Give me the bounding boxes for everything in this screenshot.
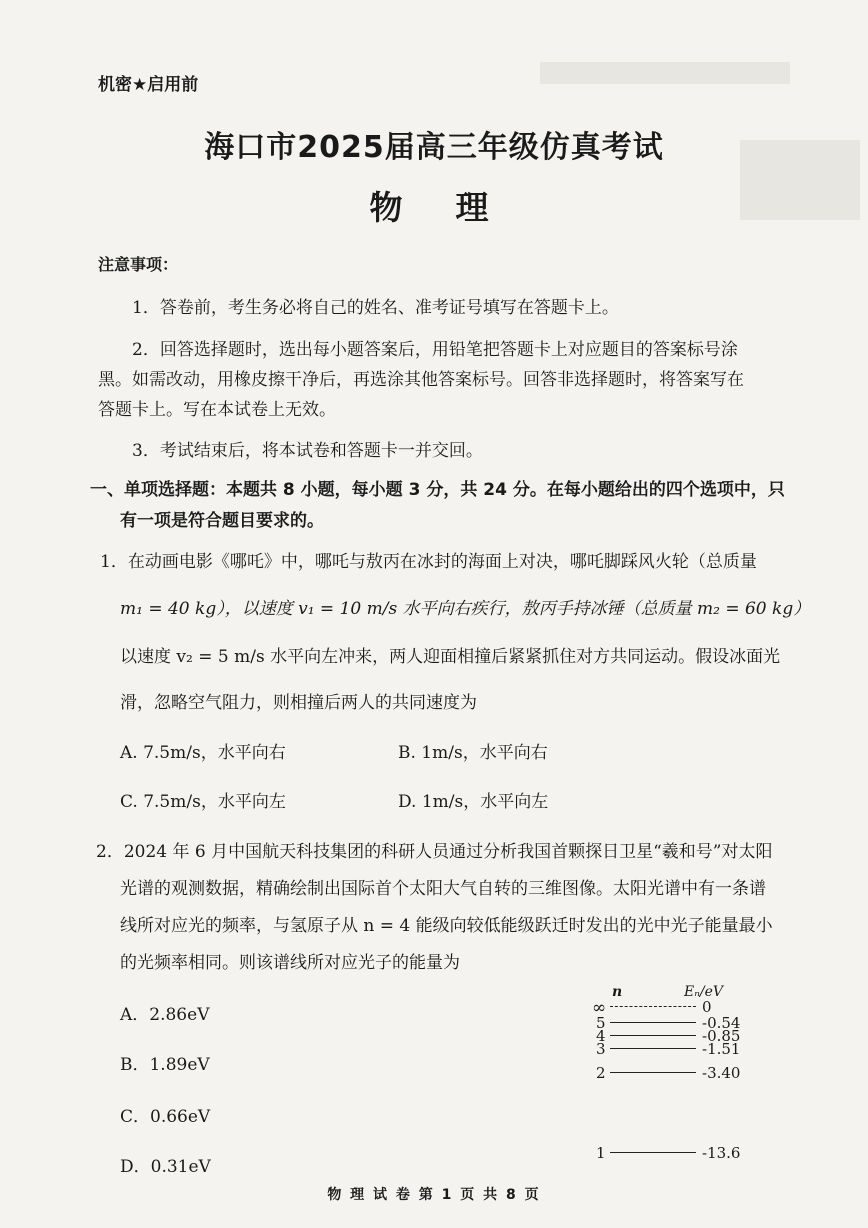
q2-stem-line: 2．2024 年 6 月中国航天科技集团的科研人员通过分析我国首颗探日卫星“羲和号”对太阳 bbox=[96, 842, 773, 862]
page-footer: 物 理 试 卷 第 1 页 共 8 页 bbox=[327, 1187, 541, 1203]
q1-option-b: B. 1m/s，水平向右 bbox=[398, 743, 548, 763]
notice-item: 3．考试结束后，将本试卷和答题卡一并交回。 bbox=[132, 441, 483, 461]
energy-level-line bbox=[610, 1006, 696, 1007]
n-axis-label: n bbox=[612, 984, 623, 1000]
q2-stem-line: 光谱的观测数据，精确绘制出国际首个太阳大气自转的三维图像。太阳光谱中有一条谱 bbox=[120, 879, 766, 899]
q2-stem-line: 的光频率相同。则该谱线所对应光子的能量为 bbox=[120, 953, 460, 973]
energy-level-line bbox=[610, 1022, 696, 1023]
notice-item: 答题卡上。写在本试卷上无效。 bbox=[98, 400, 336, 420]
q2-option-c: C．0.66eV bbox=[120, 1107, 211, 1127]
confidential-label: 机密★启用前 bbox=[98, 75, 199, 95]
q2-option-d: D．0.31eV bbox=[120, 1157, 211, 1177]
section-heading: 一、单项选择题：本题共 8 小题，每小题 3 分，共 24 分。在每小题给出的四个选项中，只 bbox=[90, 480, 785, 500]
energy-level-value: -13.6 bbox=[702, 1144, 741, 1162]
energy-level-value: 0 bbox=[702, 998, 712, 1016]
energy-level-n: ∞ bbox=[592, 998, 607, 1018]
energy-axis-label: Eₙ/eV bbox=[684, 984, 724, 1000]
notice-item: 2．回答选择题时，选出每小题答案后，用铅笔把答题卡上对应题目的答案标号涂 bbox=[132, 340, 738, 360]
notice-heading: 注意事项： bbox=[98, 255, 179, 274]
energy-level-n: 3 bbox=[596, 1040, 606, 1058]
section-heading-cont: 有一项是符合题目要求的。 bbox=[120, 511, 324, 531]
energy-level-value: -0.54 bbox=[702, 1014, 741, 1032]
energy-level-value: -1.51 bbox=[702, 1040, 741, 1058]
q1-option-a: A. 7.5m/s，水平向右 bbox=[120, 743, 286, 763]
q1-stem-line: 滑，忽略空气阻力，则相撞后两人的共同速度为 bbox=[120, 693, 477, 713]
energy-level-line bbox=[610, 1152, 696, 1153]
energy-level-line bbox=[610, 1035, 696, 1036]
energy-level-n: 5 bbox=[596, 1014, 606, 1032]
q1-option-c: C. 7.5m/s，水平向左 bbox=[120, 792, 286, 812]
energy-level-diagram bbox=[580, 982, 780, 1172]
energy-level-value: -3.40 bbox=[702, 1064, 741, 1082]
q2-option-a: A．2.86eV bbox=[120, 1005, 210, 1025]
q2-stem-line: 线所对应光的频率，与氢原子从 n = 4 能级向较低能级跃迁时发出的光中光子能量最小 bbox=[120, 916, 773, 936]
q1-stem-line: m₁ = 40 kg），以速度 v₁ = 10 m/s 水平向右疾行，敖丙手持冰锤（总质量 m₂ = 60 kg） bbox=[120, 599, 811, 619]
q1-stem-line: 1．在动画电影《哪吒》中，哪吒与敖丙在冰封的海面上对决，哪吒脚踩风火轮（总质量 bbox=[100, 552, 757, 572]
energy-level-value: -0.85 bbox=[702, 1027, 741, 1045]
energy-level-n: 1 bbox=[596, 1144, 606, 1162]
q1-stem-line: 以速度 v₂ = 5 m/s 水平向左冲来，两人迎面相撞后紧紧抓住对方共同运动。假设冰面光 bbox=[120, 647, 781, 667]
q1-option-d: D. 1m/s，水平向左 bbox=[398, 792, 549, 812]
energy-level-n: 4 bbox=[596, 1027, 606, 1045]
energy-level-n: 2 bbox=[596, 1064, 606, 1082]
subject-title: 物 理 bbox=[369, 188, 499, 227]
energy-level-line bbox=[610, 1072, 696, 1073]
notice-item: 1．答卷前，考生务必将自己的姓名、准考证号填写在答题卡上。 bbox=[132, 298, 619, 318]
scan-smudge bbox=[540, 62, 790, 84]
exam-title: 海口市2025届高三年级仿真考试 bbox=[204, 130, 664, 165]
energy-level-line bbox=[610, 1048, 696, 1049]
notice-item: 黑。如需改动，用橡皮擦干净后，再选涂其他答案标号。回答非选择题时，将答案写在 bbox=[98, 370, 744, 390]
q2-option-b: B．1.89eV bbox=[120, 1055, 210, 1075]
